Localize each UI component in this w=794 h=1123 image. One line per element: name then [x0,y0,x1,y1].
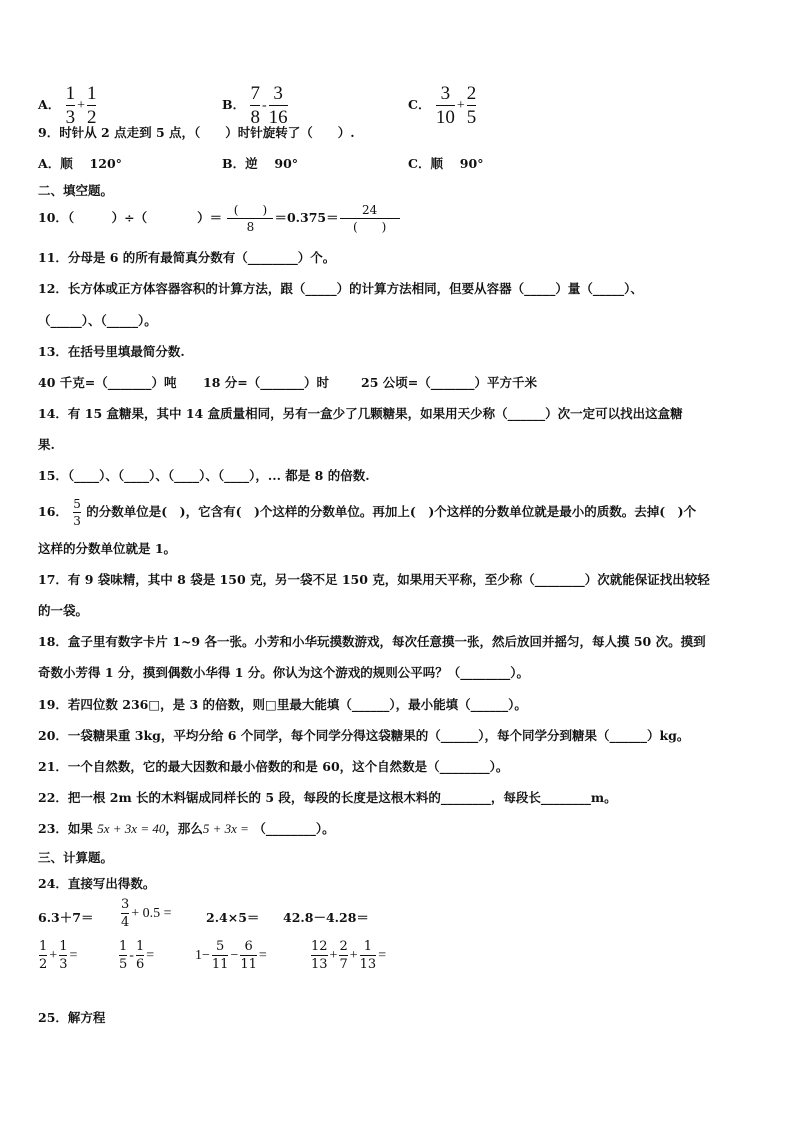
q16-text: 的分数单位是( )，它含有( )个这样的分数单位。再加上( )个这样的分数单位就是最小的质数。去掉( )个 [86,504,697,519]
calc-item: 42.8－4.28＝ [283,910,369,925]
question-16 [38,498,696,527]
numerator: 1 [86,83,97,104]
q16-prefix: 16． [38,504,68,519]
option-label: B． [222,97,246,112]
fraction [250,84,260,127]
denominator: 11 [240,957,257,972]
q8-option-a [38,84,97,127]
fraction [360,940,377,971]
numerator: 5 [216,939,225,954]
fraction [66,84,76,127]
denominator: 6 [135,957,145,972]
calc-item [38,940,78,971]
fraction [87,84,97,127]
fraction [39,940,47,971]
numerator: 1 [135,939,145,954]
operator: + [329,948,338,963]
denominator: 7 [339,957,348,972]
question-15: 15．（____）、（____）、（____）、（____），... 都是 8 的倍数. [38,468,370,483]
denominator: ( ) [352,220,387,234]
fraction [311,940,328,971]
fraction [136,940,144,971]
numerator: 7 [250,83,260,104]
calc-item: 2.4×5＝ [206,910,260,925]
denominator: 2 [39,957,48,972]
numerator: 5 [73,497,81,511]
q10-middle: ＝0.375＝ [274,210,339,225]
option-label: C． [408,97,431,112]
fraction [340,204,400,233]
fraction [269,84,288,127]
numerator: 2 [339,939,348,954]
operator: + [77,98,85,113]
numerator: 1 [119,939,128,954]
operator: + [349,948,358,963]
denominator: 10 [435,107,455,128]
numerator: 24 [362,203,378,217]
operator: = [69,948,78,963]
q23-middle: ，那么 [165,821,203,836]
denominator: 2 [86,107,97,128]
operator: + [49,948,58,963]
operator: - [261,98,267,113]
section-heading-fill-in: 二、填空题。 [38,183,114,198]
denominator: 16 [268,107,288,128]
numerator: 3 [440,83,451,104]
denominator: 5 [119,957,128,972]
operator: = [378,948,387,963]
question-21: 21．一个自然数，它的最大因数和最小倍数的和是 60，这个自然数是（________）。 [38,759,509,774]
q9-option-c: C．顺 90° [408,156,484,171]
operator: = [258,948,267,963]
expression: 5 + 3x = [202,821,249,836]
question-25: 25．解方程 [38,1010,106,1025]
numerator: ( ) [233,203,268,217]
option-label: A． [38,97,61,112]
q23-prefix: 23．如果 [38,821,93,836]
numerator: 12 [311,939,328,954]
numerator: 1 [59,939,68,954]
equation: 5x + 3x = 40 [97,821,166,836]
numerator: 1 [363,939,373,954]
operator: = [146,948,155,963]
question-23 [38,821,335,837]
q10-prefix: 10．（ ）÷（ ）＝ [38,210,223,225]
q13-item-b: 18 分=（_______）时 [203,375,329,390]
operator: − [230,948,239,963]
denominator: 3 [59,957,68,972]
expression: + 0.5 = [131,906,172,921]
q13-item-a: 40 千克=（_______）吨 [38,375,177,390]
denominator: 3 [65,107,76,128]
question-10 [38,204,401,233]
numerator: 6 [244,939,253,954]
q13-item-c: 25 公顷=（_______）平方千米 [361,375,537,390]
denominator: 5 [466,107,477,128]
fraction [59,940,67,971]
denominator: 11 [211,957,229,972]
question-9: 9．时针从 2 点走到 5 点，（ ）时针旋转了（ ）. [38,125,355,140]
question-17-line-1: 17．有 9 袋味精，其中 8 袋是 150 克，另一袋不足 150 克，如果用天平称，至少称（________）次就能保证找出较轻 [38,572,710,587]
numerator: 2 [466,83,477,104]
q8-option-b [222,84,289,127]
question-14-line-2: 果. [38,437,55,452]
fraction [212,940,229,971]
q8-option-c [408,84,477,127]
calc-item: 6.3＋7＝ [38,910,94,925]
question-19: 19．若四位数 236□，是 3 的倍数，则□里最大能填（______），最小能填（______）。 [38,697,527,712]
fraction [339,940,347,971]
question-12-line-1: 12．长方体或正方体容器容积的计算方法，跟（_____）的计算方法相同，但要从容器（_____）量（_____）、 [38,281,643,296]
question-16-line-2: 这样的分数单位就是 1。 [38,541,177,556]
fraction [436,84,455,127]
question-18-line-1: 18．盒子里有数字卡片 1~9 各一张。小芳和小华玩摸数游戏，每次任意摸一张，然后放回并摇匀，每人摸 50 次。摸到 [38,634,706,649]
fraction [73,498,81,527]
fraction [119,940,127,971]
denominator: 13 [311,957,328,972]
calc-item [310,940,387,971]
fraction [467,84,477,127]
calc-item [194,940,268,971]
operator: - [129,948,134,963]
fraction [121,898,129,929]
question-17-line-2: 的一袋。 [38,603,89,618]
question-22: 22．把一根 2m 长的木料锯成同样长的 5 段，每段的长度是这根木料的________，每段长________m。 [38,790,617,805]
calc-item [118,940,155,971]
q9-option-b: B．逆 90° [222,156,299,171]
calc-item [120,898,173,929]
q23-answer-blank: （________）。 [253,821,335,836]
numerator: 3 [273,83,283,104]
denominator: 8 [250,107,260,128]
fraction [240,940,257,971]
denominator: 8 [246,220,255,234]
denominator: 3 [73,514,81,528]
numerator: 1 [65,83,76,104]
denominator: 4 [121,915,130,930]
expression: 1− [195,948,210,963]
question-13: 13．在括号里填最简分数. [38,344,185,359]
q9-option-a: A．顺 120° [38,156,122,171]
question-20: 20．一袋糖果重 3kg，平均分给 6 个同学，每个同学分得这袋糖果的（______），每个同学分到糖果（______）kg。 [38,728,690,743]
question-24: 24．直接写出得数。 [38,876,156,891]
numerator: 3 [121,897,130,912]
numerator: 1 [39,939,48,954]
operator: + [456,98,465,113]
section-heading-calculation: 三、计算题。 [38,850,114,865]
question-11: 11．分母是 6 的所有最简真分数有（________）个。 [38,250,336,265]
question-12-line-2: （_____）、（_____）。 [38,313,157,328]
denominator: 13 [359,957,377,972]
question-14-line-1: 14．有 15 盒糖果，其中 14 盒质量相同，另有一盒少了几颗糖果，如果用天少称（______）次一定可以找出这盒糖 [38,406,683,421]
fraction [227,204,273,233]
question-18-line-2: 奇数小芳得 1 分，摸到偶数小华得 1 分。你认为这个游戏的规则公平吗？（________）。 [38,665,530,680]
